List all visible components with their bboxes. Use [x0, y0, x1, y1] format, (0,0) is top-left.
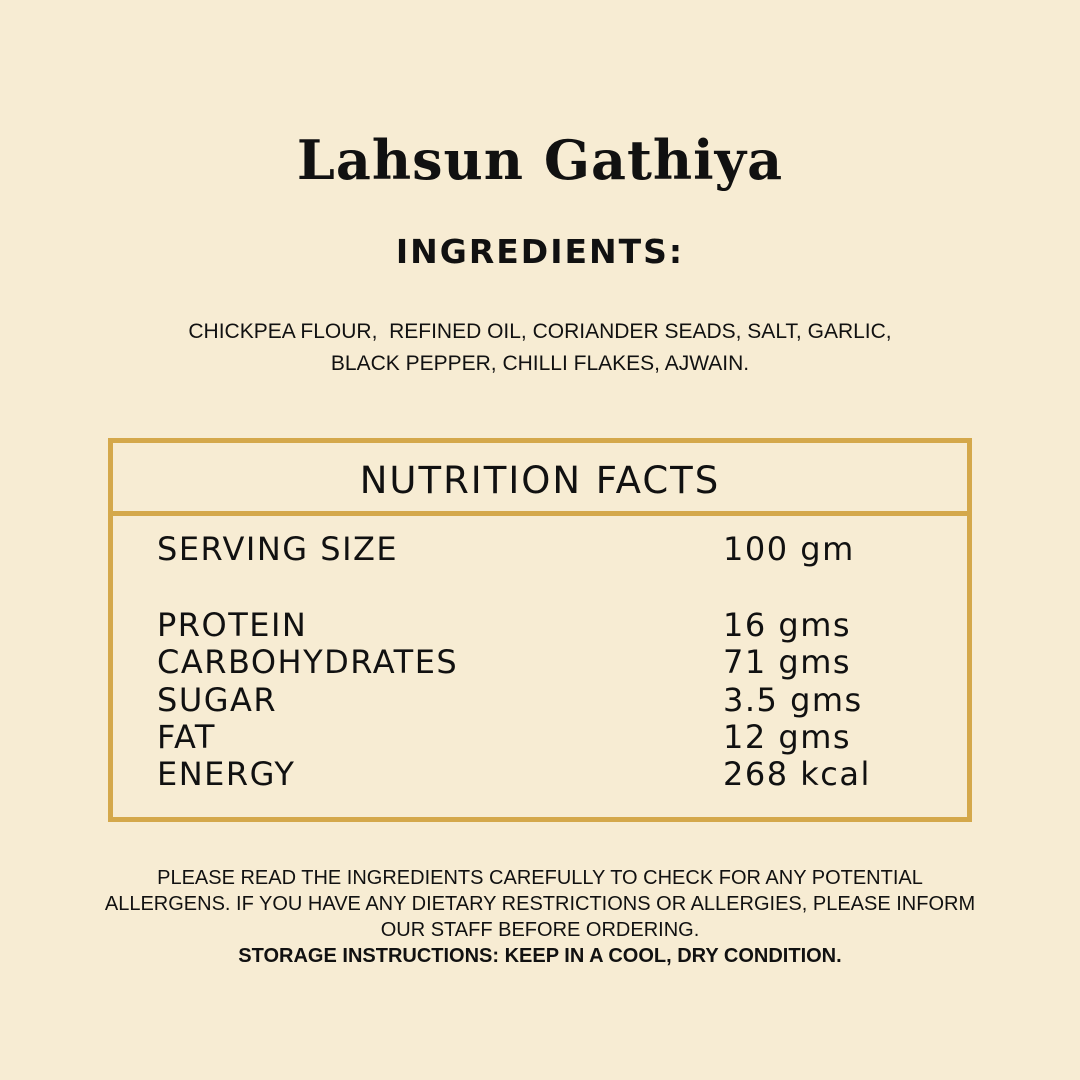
- nutrient-label: PROTEIN: [157, 606, 308, 644]
- nutrient-row-energy: [157, 755, 927, 793]
- serving-size-row: [157, 530, 927, 568]
- nutrient-label: ENERGY: [157, 755, 296, 793]
- serving-size-label: SERVING SIZE: [157, 530, 399, 568]
- allergen-notice: [100, 865, 980, 943]
- ingredients-heading: INGREDIENTS:: [395, 232, 685, 271]
- nutrient-value: 71 gms: [723, 643, 852, 681]
- allergen-notice-line-3: OUR STAFF BEFORE ORDERING.: [380, 919, 700, 941]
- allergen-notice-line-2: ALLERGENS. IF YOU HAVE ANY DIETARY RESTRICTIONS OR ALLERGIES, PLEASE INFORM: [104, 893, 976, 915]
- nutrient-label: FAT: [157, 718, 216, 756]
- nutrient-row-sugar: [157, 681, 927, 719]
- ingredients-list: [140, 316, 940, 380]
- nutrient-row-fat: [157, 718, 927, 756]
- ingredients-line-2: BLACK PEPPER, CHILLI FLAKES, AJWAIN.: [330, 352, 750, 375]
- nutrition-facts-heading: NUTRITION FACTS: [359, 459, 721, 502]
- product-title: Lahsun Gathiya: [296, 128, 784, 192]
- nutrient-value: 268 kcal: [723, 755, 871, 793]
- nutrient-label: SUGAR: [157, 681, 278, 719]
- nutrient-row-protein: [157, 606, 927, 644]
- nutrition-facts-panel: [108, 438, 972, 822]
- nutrient-row-carbohydrates: [157, 643, 927, 681]
- nutrition-header-divider: [113, 511, 967, 516]
- nutrient-value: 3.5 gms: [723, 681, 863, 719]
- storage-instructions: STORAGE INSTRUCTIONS: KEEP IN A COOL, DRY CONDITION.: [238, 945, 842, 967]
- nutrient-label: CARBOHYDRATES: [157, 643, 459, 681]
- ingredients-line-1: CHICKPEA FLOUR, REFINED OIL, CORIANDER SEADS, SALT, GARLIC,: [188, 320, 892, 343]
- nutrient-value: 12 gms: [723, 718, 852, 756]
- nutrient-value: 16 gms: [723, 606, 852, 644]
- serving-size-value: 100 gm: [723, 530, 855, 568]
- allergen-notice-line-1: PLEASE READ THE INGREDIENTS CAREFULLY TO CHECK FOR ANY POTENTIAL: [157, 867, 923, 889]
